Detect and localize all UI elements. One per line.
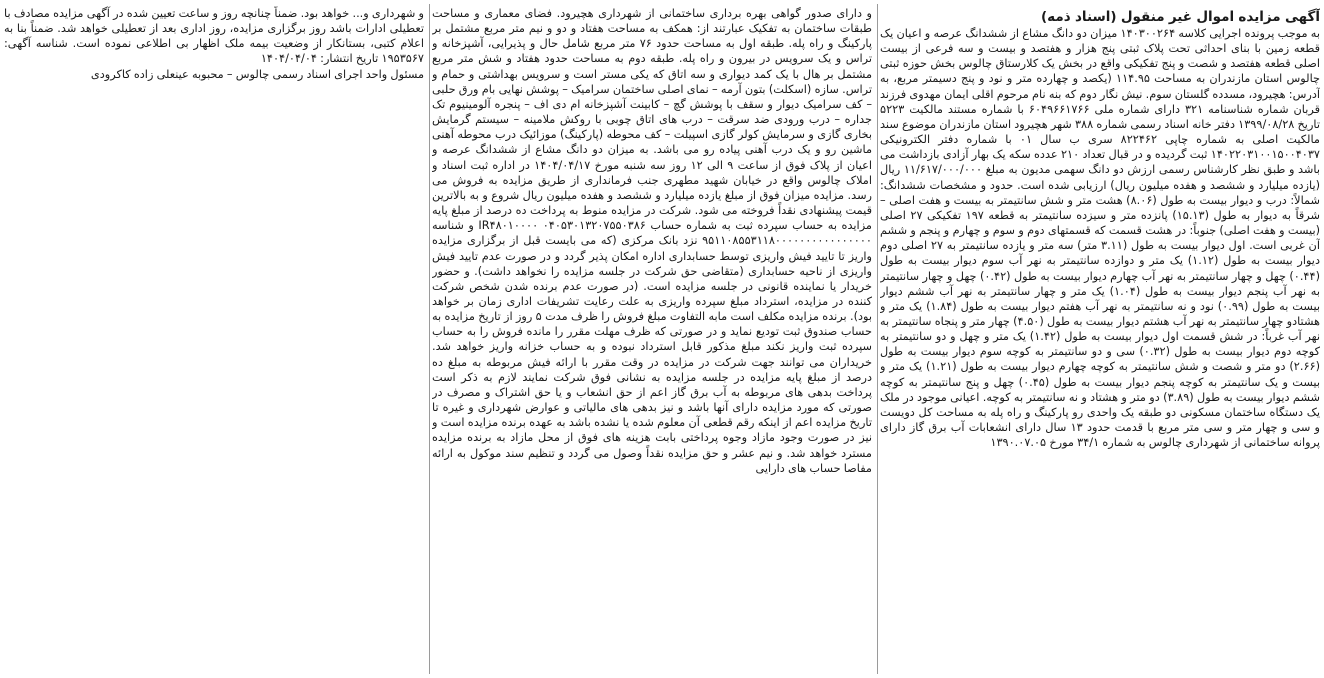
column-divider	[429, 4, 430, 674]
notice-body-part-1: به موجب پرونده اجرایی کلاسه ۱۴۰۳۰۰۲۶۴ میزان دو دانگ مشاع از ششدانگ عرصه و اعیان یک قطعه زمین با بنای احداثی تحت پلاک ثبتی پنج هزار و هفتصد و بیست و سه فرعی از بیست اصلی قطعه هفتصد و شصت و پنج تفکیکی واقع در بخش یک کلارستاق چالوس بخش حوزه ثبتی چالوس استان مازندران به مساحت ۱۱۴.۹۵ (یکصد و چهارده متر و نود و پنج دسیمتر مربع، به آدرس: هچیرود، مسدده گلستان سوم. نیش نگار دوم که بنه نام مرحوم اقلی ایمان مهدوی فرزند قربان شماره شناسنامه ۳۲۱ دارای شماره ملی ۶۰۴۹۶۶۱۷۶۶ با شماره مستند مالکیت ۵۲۲۳ تاریخ ۱۳۹۹/۰۸/۲۸ دفتر خانه اسناد رسمی شماره ۳۸۸ شهر هچیرود استان مازندران موضوع سند مالکیت اصلی به شماره چاپی ۸۲۲۴۶۲ سری ب سال ۰۱ با شماره دفتر الکترونیکی ۱۴۰۲۲۰۳۱۰۰۱۵۰۰۴۰۳۷ ثبت گردیده و در قبال تعداد ۲۱۰ عدده سکه یک بهار آزادی بازداشت می باشد و طبق نظر کارشناس رسمی ارزش دو دانگ سهمی مدیون به مبلغ ۱۱/۶۱۷/۰۰۰/۰۰۰ ریال (یازده میلیارد و ششصد و هفده میلیون ریال) ارزیابی شده است. حدود و مشخصات ششدانگ: شمالاً: درب و دیوار بیست به طول (۸.۰۶) هشت متر و شش سانتیمتر به بیست و هفت اصلی – شرقاً به دیوار به طول (۱۵.۱۳) پانزده متر و سیزده سانتیمتر به قطعه ۱۹۷ تفکیکی ۲۷ اصلی (بیست و هفت اصلی) جنوباً: در هشت قسمت که قسمتهای دوم و سوم و چهارم و پنجم و ششم آن غربی است. اول دیوار بیست به طول (۳.۱۱ متر) سه متر و یازده سانتیمتر به ۲۷ اصلی دوم دیوار بیست به طول (۱.۱۲) یک متر و دوازده سانتیمتر به نهر آب سوم دیوار بیست به طول (۰.۴۴) چهل و چهار سانتیمتر به نهر آب چهارم دیوار بیست به طول (۰.۴۲) چهل و چهار سانتیمتر به نهر آب پنجم دیوار بیست به طول (۱.۰۴) یک متر و چهار سانتیمتر به نهر آب ششم دیوار بیست به طول (۰.۹۹) نود و نه سانتیمتر به نهر آب هفتم دیوار بیست به طول (۱.۸۴) یک متر و هشتادو چهار سانتیمتر به نهر آب هشتم دیوار بیست به طول (۴.۵۰) چهار متر و پنجاه سانتیمتر به نهر آب غرباً: در شش قسمت اول دیوار بیست به طول (۱.۴۲) یک متر و چهل و دو سانتیمتر به کوچه دوم دیوار بیست به طول (۰.۳۲) سی و دو سانتیمتر به کوچه سوم دیوار بیست به طول (۲.۶۶) دو متر و شصت و شش سانتیمتر به کوچه چهارم دیوار بیست به طول (۱.۲۱) یک متر و بیست و یک سانتیمتر به کوچه پنجم دیوار بیست به طول (۰.۴۵) چهل و پنج سانتیمتر به کوچه ششم دیوار بیست به طول (۳.۸۹) دو متر و هشتاد و نه سانتیمتر به کوچه. اعیانی موجود در ملک یک دستگاه ساختمان مسکونی دو طبقه یک واحدی رو پارکینگ و راه پله به مساحت کل دویست و سی و چهار متر و سی متر مربع با قدمت حدود ۱۳ سال دارای انشعابات آب برق گاز دارای پروانه ساختمانی از شهرداری چالوس به شماره ۳۴/۱ مورخ ۱۳۹۰.۰۷.۰۵	[880, 27, 1320, 450]
notice-column-3	[4, 6, 424, 674]
column-divider	[877, 4, 878, 674]
notice-column-1	[880, 8, 1320, 676]
notice-body-part-2: و دارای صدور گواهی بهره برداری ساختمانی از شهرداری هچیرود. فضای معماری و مساحت طبقات ساختمان به تفکیک عبارتند از: همکف به مساحت هفتاد و دو و نیم متر مربع مشتمل بر پارکینگ و راه پله. طبقه اول به مساحت حدود ۷۶ متر مربع شامل حال و پذیرایی، آشپزخانه و تراس و یک سرویس در بیرون و راه پله. طبقه دوم به مساحت حدود هفتاد و شش متر مربع مشتمل بر هال با یک کمد دیواری و سه اتاق که یکی مستر است و سرویس بهداشتی و حمام و تراس. سازه (اسکلت) بتون آرمه – نمای اصلی ساختمان سرامیک – پوشش نهایی بام ورق حلبی – کف سرامیک دیوار و سقف با پوشش گچ – کابینت آشپزخانه ام دی اف – پنجره آلومینیوم تک جداره – درب ورودی ضد سرقت – درب های اتاق چوبی با روکش ملامینه – سیستم گرمایش بخاری گازی و سرمایش کولر گازی اسپیلت – کف محوطه (پارکینگ) موزائیک درب محوطه آهنی ماشین رو و یک درب آهنی پیاده رو می باشد. به میزان دو دانگ مشاع از ششدانگ عرصه و اعیان از پلاک فوق از ساعت ۹ الی ۱۲ روز سه شنبه مورخ ۱۴۰۴/۰۴/۱۷ در اداره ثبت اسناد و املاک چالوس واقع در خیابان شهید مطهری جنب فرمانداری از طریق مزایده به فروش می رسد. مزایده میزان فوق از مبلغ یازده میلیارد و ششصد و هفده میلیون ریال شروع و به بالاترین قیمت پیشنهادی نقداً فروخته می شود. شرکت در مزایده منوط به پرداخت ده درصد از مبلغ پایه مزایده به حساب سپرده ثبت به شماره حساب ۰۴۰۵۳۰۱۳۲۰۷۵۵۰۳۸۶ IR۴۸۰۱۰۰۰۰ و شناسه ۹۵۱۱۰۸۵۵۳۱۱۸۰۰۰۰۰۰۰۰۰۰۰۰۰۰۰۰ نزد بانک مرکزی (که می بایست قبل از برگزاری مزایده واریز تا تایید فیش واریزی توسط حسابداری اداره امکان پذیر گردد و در صورت عدم تایید فیش واریزی از ناحیه حسابداری (متقاضی حق شرکت در جلسه مزایده را نخواهد داشت). و حضور خریدار یا نماینده قانونی در جلسه مزایده است. (در صورت عدم برنده شدن شخص شرکت کننده در مزایده، استرداد مبلغ سپرده واریزی به علت رعایت تشریفات اداری زمان بر خواهد بود). برنده مزایده مکلف است مابه التفاوت مبلغ فروش را ظرف مدت ۵ روز از تاریخ مزایده به حساب صندوق ثبت تودیع نماید و در صورتی که ظرف مهلت مقرر را مانده فروش را به حساب سپرده ثبت واریز نکند مبلغ مذکور قابل استرداد نبوده و به حساب خزانه واریز خواهد شد. خریداران می توانند جهت شرکت در مزایده در وقت مقرر با ارائه فیش مربوطه به مبلغ ده درصد از مبلغ پایه مزایده در جلسه مزایده به نشانی فوق شرکت نمایند لازم به ذکر است پرداخت بدهی های مربوطه به آب برق گاز اعم از حق انشعاب و یا حق اشتراک و مصرف در صورتی که مورد مزایده دارای آنها باشد و نیز بدهی های مالیاتی و عوارض شهرداری و غیره تا تاریخ مزایده اعم از اینکه رقم قطعی آن معلوم شده یا نشده باشد به عهده برنده مزایده است و نیز در صورت وجود مازاد وجوه پرداختی بابت هزینه های فوق از محل مازاد به برنده مزایده مسترد خواهد شد. و نیم عشر و حق مزایده نقداً وصول می گردد و تنظیم سند موکول به ارائه مفاصا حساب های دارایی	[432, 7, 872, 475]
notice-signature: مسئول واحد اجرای اسناد رسمی چالوس – محبوبه عینعلی زاده کاکرودی	[90, 67, 424, 81]
notice-column-2	[432, 6, 872, 674]
notice-body-part-3: و شهرداری و... خواهد بود. ضمناً چنانچه روز و ساعت تعیین شده در آگهی مزایده مصادف با تعطیلی ادارات باشد روز برگزاری مزایده، روز اداری بعد از تعطیلی خواهد شد. ضمناً بنا به اعلام کتبی، بستانکار از وضعیت بیمه ملک اظهار بی اطلاعی نموده است. شناسه آگهی: ۱۹۵۳۵۶۷ تاریخ انتشار: ۱۴۰۴/۰۴/۰۴	[4, 7, 424, 66]
notice-title: آگهی مزایده اموال غیر منقول (اسناد ذمه)	[1041, 9, 1320, 25]
